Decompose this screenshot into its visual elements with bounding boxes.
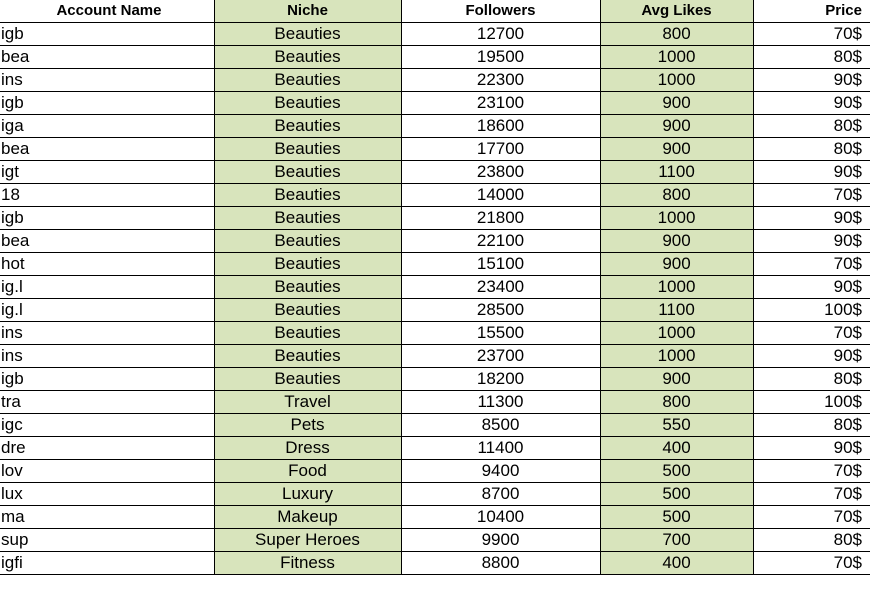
avg-likes-cell[interactable]: 1000 [600,321,753,344]
account-name-text: bea [1,230,30,250]
followers-cell[interactable]: 9400 [401,459,600,482]
price-cell[interactable]: 70$ [753,482,870,505]
niche-cell[interactable]: Beauties [214,114,401,137]
niche-cell[interactable]: Beauties [214,275,401,298]
followers-cell[interactable]: 19500 [401,45,600,68]
account-name-text: igb [1,92,24,112]
followers-cell[interactable]: 22100 [401,229,600,252]
account-name-cell[interactable] [0,344,214,367]
account-name-cell[interactable] [0,68,214,91]
account-name-cell[interactable] [0,436,214,459]
avg-likes-cell[interactable]: 400 [600,551,753,574]
account-name-cell[interactable] [0,321,214,344]
table-row [0,229,870,252]
avg-likes-cell[interactable]: 900 [600,367,753,390]
price-cell[interactable]: 80$ [753,114,870,137]
avg-likes-cell[interactable]: 1000 [600,206,753,229]
price-cell[interactable]: 70$ [753,22,870,45]
account-name-cell[interactable] [0,367,214,390]
price-cell[interactable]: 90$ [753,344,870,367]
niche-cell[interactable]: Beauties [214,229,401,252]
account-name-text: igt [1,161,19,181]
account-name-text: igb [1,368,24,388]
account-name-text: ins [1,322,23,342]
account-name-cell[interactable] [0,551,214,574]
followers-cell[interactable]: 8800 [401,551,600,574]
table-row [0,160,870,183]
avg-likes-cell[interactable]: 900 [600,137,753,160]
niche-cell[interactable]: Beauties [214,206,401,229]
avg-likes-cell[interactable]: 400 [600,436,753,459]
niche-cell[interactable]: Food [214,459,401,482]
followers-cell[interactable]: 23800 [401,160,600,183]
account-name-text: ig.l [1,299,23,319]
avg-likes-cell[interactable]: 1000 [600,45,753,68]
price-cell[interactable]: 100$ [753,298,870,321]
niche-cell[interactable]: Beauties [214,137,401,160]
account-name-text: ma [1,506,25,526]
account-name-cell[interactable] [0,298,214,321]
price-cell[interactable]: 80$ [753,528,870,551]
account-name-cell[interactable] [0,137,214,160]
account-name-cell[interactable] [0,528,214,551]
price-cell[interactable]: 70$ [753,551,870,574]
price-cell[interactable]: 80$ [753,45,870,68]
price-cell[interactable]: 100$ [753,390,870,413]
niche-cell[interactable]: Beauties [214,344,401,367]
account-name-text: igc [1,414,23,434]
followers-cell[interactable]: 21800 [401,206,600,229]
followers-cell[interactable]: 8700 [401,482,600,505]
account-name-text: igb [1,23,24,43]
avg-likes-cell[interactable]: 500 [600,482,753,505]
avg-likes-cell[interactable]: 550 [600,413,753,436]
avg-likes-cell[interactable]: 700 [600,528,753,551]
account-name-text: lux [1,483,23,503]
avg-likes-cell[interactable]: 900 [600,229,753,252]
avg-likes-cell[interactable]: 900 [600,114,753,137]
account-name-text: 18 [1,184,20,204]
table-row [0,551,870,574]
niche-cell[interactable]: Luxury [214,482,401,505]
account-name-text: ins [1,345,23,365]
account-name-cell[interactable] [0,91,214,114]
avg-likes-cell[interactable]: 1000 [600,275,753,298]
niche-cell[interactable]: Beauties [214,321,401,344]
niche-cell[interactable]: Beauties [214,160,401,183]
price-cell[interactable]: 90$ [753,91,870,114]
niche-cell[interactable]: Beauties [214,298,401,321]
followers-cell[interactable]: 12700 [401,22,600,45]
followers-cell[interactable]: 9900 [401,528,600,551]
followers-cell[interactable]: 28500 [401,298,600,321]
table-row [0,137,870,160]
avg-likes-cell[interactable]: 500 [600,505,753,528]
table-row [0,91,870,114]
account-name-text: iga [1,115,24,135]
niche-cell[interactable]: Beauties [214,367,401,390]
niche-cell[interactable]: Beauties [214,183,401,206]
account-name-text: ig.l [1,276,23,296]
niche-cell[interactable]: Beauties [214,22,401,45]
price-cell[interactable]: 70$ [753,183,870,206]
table-row [0,344,870,367]
account-name-cell[interactable] [0,390,214,413]
followers-cell[interactable]: 22300 [401,68,600,91]
table-row [0,482,870,505]
niche-cell[interactable]: Dress [214,436,401,459]
avg-likes-cell[interactable]: 500 [600,459,753,482]
account-name-cell[interactable] [0,160,214,183]
niche-cell[interactable]: Beauties [214,45,401,68]
account-name-cell[interactable] [0,45,214,68]
table-row [0,436,870,459]
account-name-text: ins [1,69,23,89]
price-cell[interactable]: 90$ [753,275,870,298]
followers-cell[interactable]: 15100 [401,252,600,275]
avg-likes-cell[interactable]: 800 [600,22,753,45]
account-name-text: hot [1,253,25,273]
followers-cell[interactable]: 23700 [401,344,600,367]
account-name-cell[interactable] [0,275,214,298]
header-row [0,0,870,22]
followers-cell[interactable]: 23100 [401,91,600,114]
account-name-text: tra [1,391,21,411]
table-row [0,68,870,91]
account-name-text: igb [1,207,24,227]
table-row [0,413,870,436]
table-row [0,183,870,206]
price-cell[interactable]: 70$ [753,505,870,528]
table-row [0,252,870,275]
account-name-cell[interactable] [0,229,214,252]
account-name-cell[interactable] [0,482,214,505]
niche-cell[interactable]: Beauties [214,252,401,275]
price-cell[interactable]: 80$ [753,367,870,390]
price-cell[interactable]: 90$ [753,68,870,91]
table-body [0,22,870,574]
price-cell[interactable]: 70$ [753,321,870,344]
followers-cell[interactable]: 8500 [401,413,600,436]
avg-likes-cell[interactable]: 900 [600,252,753,275]
price-cell[interactable]: 90$ [753,160,870,183]
account-name-cell[interactable] [0,459,214,482]
table-row [0,22,870,45]
account-name-text: sup [1,529,29,549]
followers-cell[interactable]: 23400 [401,275,600,298]
niche-cell[interactable]: Fitness [214,551,401,574]
price-cell[interactable]: 90$ [753,229,870,252]
avg-likes-cell[interactable]: 800 [600,183,753,206]
followers-cell[interactable]: 17700 [401,137,600,160]
account-name-text: lov [1,460,23,480]
niche-cell[interactable]: Beauties [214,68,401,91]
price-cell[interactable]: 80$ [753,137,870,160]
table-row [0,298,870,321]
account-name-text: bea [1,46,30,66]
account-name-text: dre [1,437,26,457]
table-row [0,505,870,528]
niche-cell[interactable]: Beauties [214,91,401,114]
account-name-cell[interactable] [0,252,214,275]
table-row [0,206,870,229]
table-row [0,321,870,344]
table-row [0,459,870,482]
niche-cell[interactable]: Travel [214,390,401,413]
account-name-cell[interactable] [0,22,214,45]
account-name-cell[interactable] [0,505,214,528]
header-niche[interactable]: Niche [214,0,401,22]
avg-likes-cell[interactable]: 1100 [600,298,753,321]
table-row [0,528,870,551]
account-name-text: bea [1,138,30,158]
followers-cell[interactable]: 18600 [401,114,600,137]
followers-cell[interactable]: 11300 [401,390,600,413]
followers-cell[interactable]: 11400 [401,436,600,459]
header-account-name[interactable]: Account Name [0,0,214,22]
followers-cell[interactable]: 10400 [401,505,600,528]
followers-cell[interactable]: 14000 [401,183,600,206]
niche-cell[interactable]: Pets [214,413,401,436]
price-cell[interactable]: 90$ [753,206,870,229]
avg-likes-cell[interactable]: 900 [600,91,753,114]
account-name-text: igfi [1,552,23,572]
table-row [0,367,870,390]
table-row [0,114,870,137]
avg-likes-cell[interactable]: 1100 [600,160,753,183]
account-name-cell[interactable] [0,413,214,436]
price-cell[interactable]: 80$ [753,413,870,436]
table-row [0,390,870,413]
avg-likes-cell[interactable]: 1000 [600,344,753,367]
header-followers[interactable]: Followers [401,0,600,22]
avg-likes-cell[interactable]: 1000 [600,68,753,91]
followers-cell[interactable]: 18200 [401,367,600,390]
table-row [0,45,870,68]
price-cell[interactable]: 90$ [753,436,870,459]
price-cell[interactable]: 70$ [753,459,870,482]
niche-cell[interactable]: Super Heroes [214,528,401,551]
price-cell[interactable]: 70$ [753,252,870,275]
header-avg-likes[interactable]: Avg Likes [600,0,753,22]
account-name-cell[interactable] [0,206,214,229]
header-price[interactable]: Price [753,0,870,22]
account-name-cell[interactable] [0,114,214,137]
account-name-cell[interactable] [0,183,214,206]
niche-cell[interactable]: Makeup [214,505,401,528]
followers-cell[interactable]: 15500 [401,321,600,344]
avg-likes-cell[interactable]: 800 [600,390,753,413]
table-row [0,275,870,298]
